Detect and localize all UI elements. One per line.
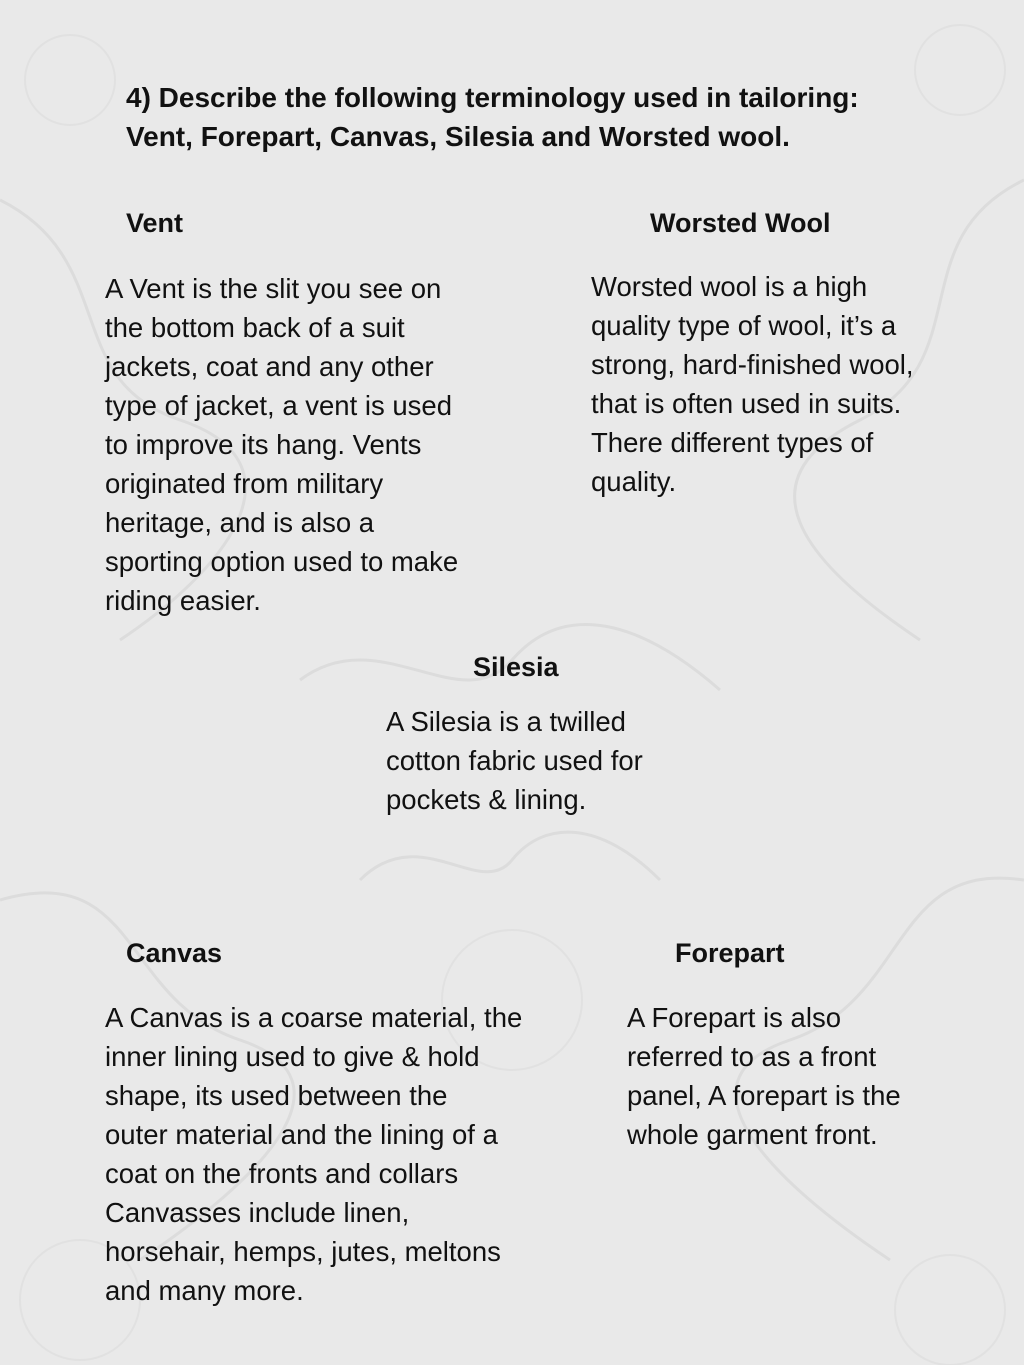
canvas-line: inner lining used to give & hold <box>105 1041 480 1072</box>
worsted-wool-line: quality. <box>591 466 677 497</box>
title-line-1: 4) Describe the following terminology used in tailoring: <box>126 82 859 113</box>
worsted-wool-description <box>591 267 914 501</box>
slide-title <box>126 78 946 156</box>
title-line-2: Vent, Forepart, Canvas, Silesia and Worsted wool. <box>126 121 790 152</box>
worsted-wool-heading: Worsted Wool <box>650 208 831 238</box>
vent-line: to improve its hang. Vents <box>105 429 422 460</box>
canvas-line: coat on the fronts and collars <box>105 1158 459 1189</box>
worsted-wool-line: strong, hard-finished wool, <box>591 349 914 380</box>
silesia-line: cotton fabric used for <box>386 745 643 776</box>
worsted-wool-line: Worsted wool is a high <box>591 271 868 302</box>
forepart-line: panel, A forepart is the <box>627 1080 901 1111</box>
forepart-line: referred to as a front <box>627 1041 877 1072</box>
canvas-line: outer material and the lining of a <box>105 1119 498 1150</box>
vent-description <box>105 269 458 620</box>
worsted-wool-line: There different types of <box>591 427 874 458</box>
canvas-line: A Canvas is a coarse material, the <box>105 1002 523 1033</box>
vent-heading: Vent <box>126 208 184 238</box>
vent-line: type of jacket, a vent is used <box>105 390 452 421</box>
silesia-heading: Silesia <box>473 652 559 682</box>
vent-line: sporting option used to make <box>105 546 459 577</box>
canvas-line: Canvasses include linen, <box>105 1197 410 1228</box>
canvas-line: horsehair, hemps, jutes, meltons <box>105 1236 501 1267</box>
vent-line: the bottom back of a suit <box>105 312 405 343</box>
forepart-heading: Forepart <box>675 938 785 968</box>
vent-line: A Vent is the slit you see on <box>105 273 442 304</box>
worsted-wool-line: that is often used in suits. <box>591 388 902 419</box>
silesia-line: A Silesia is a twilled <box>386 706 626 737</box>
vent-line: heritage, and is also a <box>105 507 375 538</box>
vent-line: jackets, coat and any other <box>105 351 434 382</box>
vent-line: riding easier. <box>105 585 261 616</box>
forepart-line: whole garment front. <box>627 1119 878 1150</box>
silesia-description <box>386 702 643 819</box>
vent-line: originated from military <box>105 468 384 499</box>
forepart-line: A Forepart is also <box>627 1002 841 1033</box>
worsted-wool-line: quality type of wool, it’s a <box>591 310 897 341</box>
canvas-line: and many more. <box>105 1275 304 1306</box>
canvas-line: shape, its used between the <box>105 1080 448 1111</box>
canvas-heading: Canvas <box>126 938 223 968</box>
canvas-description <box>105 998 522 1310</box>
silesia-line: pockets & lining. <box>386 784 587 815</box>
forepart-description <box>627 998 901 1154</box>
